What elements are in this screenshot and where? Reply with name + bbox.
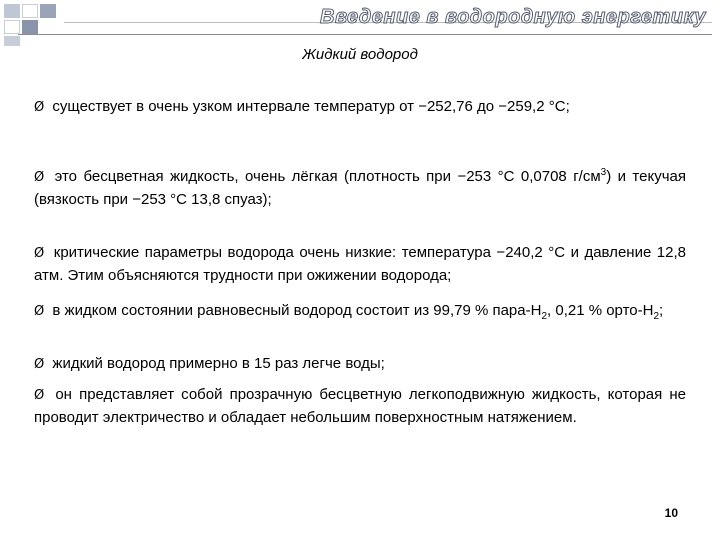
bullet-text: ;: [659, 302, 664, 319]
bullet-text: ) и текучая (вязкость при −253 °C 13,8 спуаз);: [34, 168, 686, 208]
bullet-item: [34, 384, 686, 429]
slide-title: Жидкий водород: [302, 46, 418, 63]
bullet-arrow-icon: Ø: [34, 246, 45, 261]
bullet-item: [34, 242, 686, 287]
bullet-text: это бесцветная жидкость, очень лёгкая (плотность при −253 °C 0,0708 г/см: [54, 168, 601, 185]
superscript: 3: [600, 167, 607, 178]
header-divider: [18, 34, 712, 35]
bullet-text: жидкий водород примерно в 15 раз легче воды;: [52, 355, 385, 372]
deco-square: [40, 4, 56, 18]
bullet-arrow-icon: Ø: [34, 170, 45, 185]
corner-decoration: [0, 0, 64, 48]
bullet-arrow-icon: Ø: [34, 357, 45, 372]
deco-square: [4, 20, 20, 34]
bullet-item: [34, 300, 686, 328]
deco-square: [4, 36, 20, 46]
bullet-text: в жидком состоянии равновесный водород состоит из 99,79 % пара-Н: [52, 302, 542, 319]
subscript: 2: [541, 311, 548, 322]
subscript: 2: [653, 311, 660, 322]
bullet-arrow-icon: Ø: [34, 304, 45, 319]
bullet-item: [34, 96, 686, 119]
bullet-text: критические параметры водорода очень низкие: температура −240,2 °C и давление 12,8 атм. Этим объясняются трудности при ожижении водорода;: [34, 244, 686, 284]
deco-square: [22, 20, 38, 34]
bullet-item: [34, 353, 686, 376]
deco-square: [22, 4, 38, 18]
bullet-arrow-icon: Ø: [34, 388, 45, 403]
bullet-item: [34, 162, 686, 211]
bullet-text: он представляет собой прозрачную бесцветную легкоподвижную жидкость, которая не проводит электричество и обладает небольшим поверхностным натяжением.: [34, 386, 686, 426]
deco-square: [4, 4, 20, 18]
bullet-arrow-icon: Ø: [34, 100, 45, 115]
page-number: 10: [664, 506, 678, 520]
bullet-text: существует в очень узком интервале температур от −252,76 до −259,2 °C;: [52, 98, 570, 115]
bullet-text: , 0,21 % орто-Н: [547, 302, 654, 319]
header-title: Введение в водородную энергетику: [320, 6, 706, 28]
